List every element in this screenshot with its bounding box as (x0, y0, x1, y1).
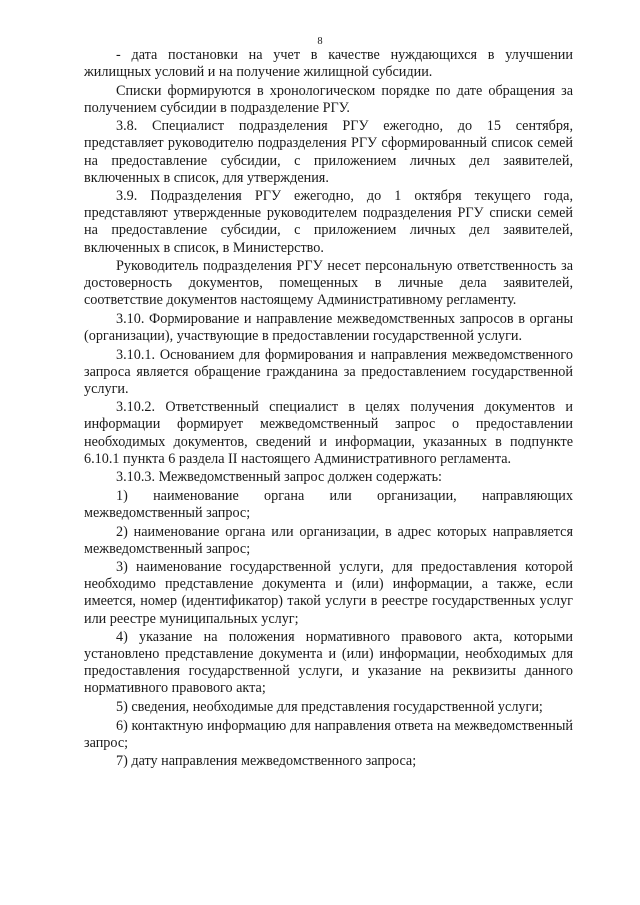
paragraph-3-10-1: 3.10.1. Основанием для формирования и направления межведомственного запроса является обращение гражданина за предоставлением государственной услуги. (84, 346, 573, 397)
paragraph-3-8: 3.8. Специалист подразделения РГУ ежегодно, до 15 сентября, представляет руководителю подразделения РГУ сформированный список семей на предоставление субсидии, с приложением личных дел заявителей, включенных в список, для утверждения. (84, 118, 573, 186)
list-item-3: 3) наименование государственной услуги, для предоставления которой необходимо представление документа и (или) информации, а также, если имеется, номер (идентификатор) такой услуги в реестре государственных услуг или реестре муниципальных услуг; (84, 559, 573, 627)
list-item-7: 7) дату направления межведомственного запроса; (116, 753, 417, 770)
paragraph-lists-order: Списки формируются в хронологическом порядке по дате обращения за получением субсидии в подразделение РГУ. (84, 82, 573, 116)
page-number: 8 (317, 36, 323, 47)
document-body (84, 47, 573, 772)
list-item-4: 4) указание на положения нормативного правового акта, которыми установлено представление документа и (или) информации, необходимых для предоставления государственной услуги, и указание на реквизиты данного нормативного правового акта; (84, 629, 573, 697)
paragraph-3-10-2: 3.10.2. Ответственный специалист в целях получения документов и информации формирует межведомственный запрос о предоставлении необходимых документов, сведений и информации, указанных в подпункте 6.10.1 пункта 6 раздела II настоящего Административного регламента. (84, 399, 573, 467)
paragraph-date-registration: - дата постановки на учет в качестве нуждающихся в улучшении жилищных условий и на получение жилищной субсидии. (84, 47, 573, 81)
list-item-2: 2) наименование органа или организации, в адрес которых направляется межведомственный запрос; (84, 523, 573, 557)
paragraph-3-10-3: 3.10.3. Межведомственный запрос должен содержать: (116, 469, 442, 486)
paragraph-3-10: 3.10. Формирование и направление межведомственных запросов в органы (организации), участвующие в предоставлении государственной услуги. (84, 310, 573, 344)
list-item-6: 6) контактную информацию для направления ответа на межведомственный запрос; (84, 717, 573, 751)
list-item-5: 5) сведения, необходимые для представления государственной услуги; (116, 698, 543, 715)
list-item-1: 1) наименование органа или организации, направляющих межведомственный запрос; (84, 487, 573, 521)
paragraph-head-responsibility: Руководитель подразделения РГУ несет персональную ответственность за достоверность документов, помещенных в личные дела заявителей, соответствие документов настоящему Административному регламенту. (84, 258, 573, 309)
paragraph-3-9: 3.9. Подразделения РГУ ежегодно, до 1 октября текущего года, представляют утвержденные руководителем подразделения РГУ списки семей на предоставление субсидии, с приложением личных дел заявителей, включенных в список, в Министерство. (84, 188, 573, 256)
